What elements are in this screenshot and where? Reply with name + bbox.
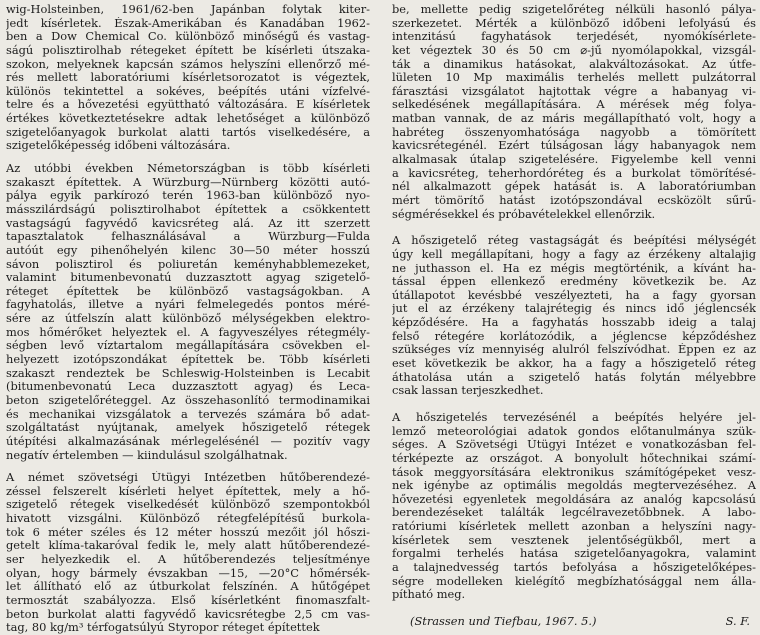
text-line: ségben levő víztartalom megállapítására csövekben el-	[6, 339, 370, 353]
text-line: hivatott vizsgálni. Különböző rétegfelépítésű burkola-	[6, 512, 370, 526]
source-row	[392, 615, 756, 629]
left-column	[6, 3, 370, 635]
text-line: szakaszt építettek. A Würzburg—Nürnberg közötti autó-	[6, 175, 370, 189]
text-line: wig-Holsteinben, 1961/62-ben Japánban folytak kiter-	[6, 3, 370, 16]
text-line: tag, 80 kg/m³ térfogatsúlyú Styropor réteget építettek	[6, 621, 320, 635]
text-line: különös tekintettel a sokéves, beépítés utáni vízfelvé-	[6, 84, 370, 98]
text-line: lemző meteorológiai adatok gondos előtanulmánya szük-	[392, 424, 756, 438]
text-line: ser helyezkedik el. A hűtőberendezés teljesítménye	[6, 552, 370, 566]
text-line: szigetelőanyagok burkolat alatti tartós viselkedésére, a	[6, 125, 370, 139]
text-line: kavicsrétegénél. Ezért túlságosan lágy habanyagok nem	[392, 139, 756, 153]
text-line: pálya egyik parkírozó terén 1963-ban különböző nyo-	[6, 189, 370, 203]
text-line: olyan, hogy bármely évszakban —15, —20°C hőmérsék-	[6, 566, 370, 580]
text-line: ségre modelleken kielégítő megbízhatósággal nem álla-	[392, 574, 756, 588]
text-line: zéssel felszerelt kísérleti helyet építettek, mely a hő-	[6, 484, 370, 498]
text-line: fagyhatolás, illetve a nyári felmelegedés pontos méré-	[6, 298, 370, 312]
text-line: telre és a hővezetési együttható változására. E kísérletek	[6, 98, 370, 112]
text-line: mos hőmérőket helyeztek el. A fagyveszélyes rétegmély-	[6, 325, 370, 339]
text-line: ségmérésekkel és próbavételekkel ellenőrzik.	[392, 207, 656, 221]
text-line: beton burkolat alatti fagyvédő kavicsrétegbe 2,5 cm vas-	[6, 607, 370, 621]
text-line: réteget építettek be különböző vastagságokban. A	[6, 284, 370, 298]
text-line: termosztát szabályozza. Első kísérletként finomaszfalt-	[6, 593, 370, 607]
text-line: szolgáltatást nyújtanak, amelyek hőszigetelő rétegek	[6, 421, 370, 435]
text-line: tok 6 méter széles és 12 méter hosszú mezőit jól hőszi-	[6, 525, 370, 539]
text-line: let állítható elő az útburkolat felszínén. A hűtőgépet	[6, 580, 370, 594]
text-line: autóút egy pihenőhelyén kilenc 30—50 méter hosszú	[6, 243, 370, 257]
text-line: berendezéseket találták legcélravezetőbbnek. A labo-	[392, 506, 756, 520]
text-line: ságú polisztirolhab rétegeket épített be kísérleti útszaka-	[6, 43, 370, 57]
text-line: képződésére. Ha a fagyhatás hosszabb ideig a talaj	[392, 316, 756, 330]
paragraph	[6, 3, 370, 153]
right-column	[392, 3, 756, 629]
text-line: helyezett izotópszondákat építettek be. Több kísérleti	[6, 353, 370, 367]
text-line: úgy kell megállapítani, hogy a fagy az érzékeny altalajig	[392, 247, 756, 261]
text-line: matban vannak, de az máris megállapítható volt, hogy a	[392, 112, 756, 126]
text-line: Az utóbbi években Németországban is több kísérleti	[6, 162, 370, 176]
text-line: jut el az érzékeny talajrétegig és nincs idő jéglencsék	[392, 302, 756, 316]
text-line: pítható meg.	[392, 588, 466, 602]
text-line: útállapotot kevésbbé veszélyezteti, ha a fagy gyorsan	[392, 288, 756, 302]
text-line: térképezte az országot. A bonyolult hőtechnikai számí-	[392, 451, 756, 465]
text-line: szigetelő rétegek viselkedését különböző szempontokból	[6, 498, 370, 512]
text-line: a kavicsréteg, teherhordóréteg és a burkolat tömörítésé-	[392, 166, 756, 180]
text-line: felső rétegére korlátozódik, a jéglencse képződéshez	[392, 329, 756, 343]
author-signature: S. F.	[725, 613, 750, 628]
text-line: ben a Dow Chemical Co. különböző minőségű és vastag-	[6, 30, 370, 44]
text-line: be, mellette pedig szigetelőréteg nélküli hasonló pálya-	[392, 3, 756, 16]
text-line: csak lassan terjeszkedhet.	[392, 384, 544, 398]
text-line: sávon polisztirol és poliuretán keményhabblemezeket,	[6, 257, 370, 271]
text-line: getelt klíma-takaróval fedik le, mely alatt hűtőberendezé-	[6, 539, 370, 553]
text-line: beton szigetelőréteggel. Az összehasonlító termodinamikai	[6, 393, 370, 407]
text-line: ne juthasson el. Ha ez mégis megtörténik, a kívánt ha-	[392, 261, 756, 275]
text-line: valamint bitumenbevonatú duzzasztott agyag szigetelő-	[6, 271, 370, 285]
text-line: szigetelőképesség időbeni változására.	[6, 139, 231, 153]
text-line: séges. A Szövetségi Útügyi Intézet e vonatkozásban fel-	[392, 438, 756, 452]
text-line: rés mellett laboratóriumi kísérletsorozatot is végeztek,	[6, 71, 370, 85]
text-line: mért tömörítő hatást izotópszondával ecsközölt sűrű-	[392, 193, 756, 207]
text-line: nél alkalmazott gépek hatását is. A laboratóriumban	[392, 180, 756, 194]
text-line: áthatolása után a szigetelő hatás folytán mélyebbre	[392, 370, 756, 384]
text-line: tással éppen ellenkező eredmény következik be. Az	[392, 275, 756, 289]
text-line: vastagságú fagyvédő kavicsréteg alá. Az itt szerzett	[6, 216, 370, 230]
text-line: tapasztalatok felhasználásával a Würzburg—Fulda	[6, 230, 370, 244]
text-line: alkalmasak útalap szigetelésére. Figyelembe kell venni	[392, 153, 756, 167]
text-line: értékes következtetésekre adtak lehetőséget a különböző	[6, 112, 370, 126]
text-line: negatív értelemben — kiindulásul szolgálhatnak.	[6, 448, 288, 462]
text-line: selkedésének megállapítására. A mérések még folya-	[392, 98, 756, 112]
text-line: kísérletek sem vesztenek jelentőségükből, mert a	[392, 533, 756, 547]
text-line: sére az útfelszín alatt különböző mélységekben elektro-	[6, 312, 370, 326]
text-line: (bitumenbevonatú Leca duzzasztott agyag) és Leca-	[6, 380, 370, 394]
text-line: és mechanikai vizsgálatok a tervezés számára bő adat-	[6, 407, 370, 421]
text-line: lületen 10 Mp maximális terhelés mellett pulzátorral	[392, 71, 756, 85]
text-line: másszilárdságú polisztirolhabot építettek a csökkentett	[6, 202, 370, 216]
text-line: szükséges víz mennyiség alulról felszívódhat. Éppen ez az	[392, 343, 756, 357]
text-line: ratóriumi kísérletek mellett azonban a helyszíni nagy-	[392, 520, 756, 534]
text-line: forgalmi terhelés hatása szigetelőanyagokra, valamint	[392, 547, 756, 561]
text-line: szerkezetet. Mérték a különböző időbeni lefolyású és	[392, 16, 756, 30]
text-line: szakaszt rendeztek be Schleswig-Holsteinben is Lecabit	[6, 366, 370, 380]
text-line: A hőszigetelő réteg vastagságát és beépítési mélységét	[392, 234, 756, 248]
text-line: hővezetési egyenletek megoldására az analóg kapcsolású	[392, 492, 756, 506]
text-line: útépítési alkalmazásának mérlegelésénél — pozitív vagy	[6, 434, 370, 448]
text-line: eset következik be akkor, ha a fagy a hőszigetelő réteg	[392, 357, 756, 371]
paragraph	[392, 411, 756, 602]
text-line: ták a dinamikus hatásokat, alakváltozásokat. Az útfe-	[392, 57, 756, 71]
text-line: A német szövetségi Útügyi Intézetben hűtőberendezé-	[6, 471, 370, 485]
text-line: tások meggyorsítására elektronikus számítógépeket vesz-	[392, 465, 756, 479]
paragraph	[6, 471, 370, 635]
paragraph	[392, 234, 756, 398]
text-line: fárasztási vizsgálatot hajtottak végre a habanyag vi-	[392, 84, 756, 98]
text-line: a talajnedvesség tartós befolyása a hőszigetelőképes-	[392, 560, 756, 574]
text-line: habréteg összenyomhatósága nagyobb a tömörített	[392, 125, 756, 139]
text-line: jedt kísérletek. Észak-Amerikában és Kanadában 1962-	[6, 16, 370, 30]
source-citation: (Strassen und Tiefbau, 1967. 5.)	[410, 613, 597, 628]
text-line: intenzitású fagyhatások terjedését, nyomókísérlete-	[392, 30, 756, 44]
text-line: ket végeztek 30 és 50 cm ⌀-jű nyomólapokkal, vizsgál-	[392, 43, 756, 57]
text-line: nek igénybe az optimális megoldás megtervezéséhez. A	[392, 479, 756, 493]
text-line: A hőszigetelés tervezésénél a beépítés helyére jel-	[392, 410, 756, 424]
paragraph	[6, 162, 370, 462]
text-line: szokon, melyeknek kapcsán számos helyszíni ellenőrző mé-	[6, 57, 370, 71]
paragraph	[392, 3, 756, 221]
